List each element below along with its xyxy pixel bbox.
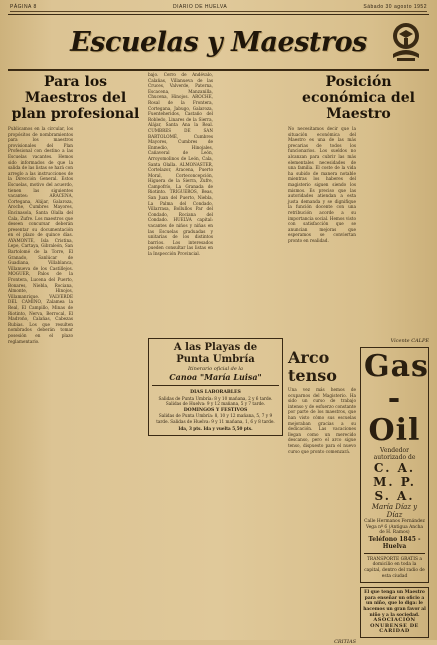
charity-promo-box bbox=[360, 587, 429, 638]
gasoil-address: Calle Hermanos Fernández Vega nº 6 (Antigua Ancha de H. Ramos) bbox=[364, 519, 425, 536]
boat-name: Canoa "María Luisa" bbox=[169, 372, 262, 382]
gasoil-title: Gas - Oil bbox=[364, 349, 429, 448]
promo-text: El que tenga un Maestro para enseñar un oficio a un niño, que lo diga: le hacemos un gran favor al niño y a la sociedad. bbox=[363, 590, 426, 618]
fare-text: Ida, 3 pts. Ida y vuelta 5,50 pts. bbox=[178, 426, 253, 431]
article-headline-plan-profesional: Para los Maestros del plan profesional bbox=[11, 74, 140, 122]
gasoil-dealer: María Díaz y Díaz bbox=[371, 503, 418, 519]
article-body-posicion-economica: No necesitamos decir que la situación económica del Maestro es una de las más precarias de todos los funcionarios. Los sueldos no alcanzan para cubrir las más elementales necesidades de una familia. El coste de la vida ha subido de manera notable mientras los haberes del magisterio siguen siendo los mismos. Es preciso que las autoridades atiendan a esta justa demanda y se dignifique la función docente con una retribución acorde a su importancia social. Hemos visto con satisfacción que se anuncian mejoras que esperamos se conviertan pronto en realidad. bbox=[288, 126, 356, 243]
article-headline-posicion-economica: Posición económica del Maestro bbox=[302, 74, 415, 122]
article-column-1 bbox=[8, 72, 143, 636]
page-header-bar bbox=[10, 3, 427, 12]
article-column-2 bbox=[148, 72, 283, 636]
article-body-plan-profesional: Publicamos en la circular, los propósitos de nombramientos para los maestros provisionales del Plan Profesional con destino a las Escuelas vacantes. Hemos sido informados de que la salida de las listas se hará con arreglo a las instrucciones de la Dirección General. Estos Escuelas, motivo del acuerdo, tienen las siguientes vacantes: ARACENA, Cortegana, Alájar, Galaroza, Aroche, Cumbres Mayores, Encinasola, Santa Olalla del Cala, Zufre. Los maestros que deseen concursar deberán presentar su documentación en el plazo de quince días. AYAMONTE, Isla Cristina, Lepe, Cartaya, Gibraleón, San Bartolomé de la Torre, El Granado, Sanlúcar de Guadiana, Villablanca, Villanueva de los Castillejos. MOGUER, Palos de la Frontera, Lucena del Puerto, Bonares, Niebla, Rociana, Almonte, Hinojos, Villamanrique. VALVERDE DEL CAMINO, Zalamea la Real, El Campillo, Minas de Riotinto, Nerva, Berrocal, El Madroño, Calañas, Cabezas Rubias. Los que resulten nombrados deberán tomar posesión en el plazo reglamentario. bbox=[8, 126, 73, 344]
issue-date: Sábado 30 agosto 1952 bbox=[363, 4, 427, 10]
gasoil-ad bbox=[360, 347, 429, 583]
page-label: PÁGINA 8 bbox=[10, 4, 37, 10]
divider bbox=[364, 553, 425, 554]
holiday-label: DOMINGOS Y FESTIVOS bbox=[183, 407, 248, 413]
arco-headline: Arco tenso bbox=[288, 348, 337, 385]
gasoil-seller-label: Vendedor autorizado de bbox=[373, 447, 416, 461]
school-emblem-icon bbox=[387, 20, 425, 64]
gasoil-transport: TRANSPORTE GRATIS a domicilio en toda la capital, dentro del radio de esta ciudad bbox=[364, 556, 425, 579]
section-banner bbox=[8, 14, 429, 71]
holiday-schedule: Salidas de Punta Umbría: 8, 10 y 12 mañana, 5, 7 y 9 tarde. Salidas de Huelva: 9 y 11 mañana, 1, 6 y 8 tarde. bbox=[156, 413, 275, 424]
gasoil-brand: C. A. M. P. S. A. bbox=[373, 461, 416, 503]
divider bbox=[152, 385, 279, 386]
arco-signature: CRITIAS bbox=[334, 639, 356, 645]
weekday-label: DIAS LABORABLES bbox=[190, 390, 241, 395]
promo-organization: ASOCIACIÓN ONUBENSE DE CARIDAD bbox=[370, 617, 419, 635]
boat-title-line2: Punta Umbría bbox=[176, 354, 255, 365]
article-body-continued: bajo. Cerro de Andévalo, Calañas, Villanueva de las Cruces, Valverde, Paterna, Escacena, Manzanilla, Chucena, Hinojos. AROCHE, Rosal de la Frontera, Cortegana, Jabugo, Galaroza, Fuenteheridos, Castaño del Robledo, Linares de la Sierra, Alájar, Santa Ana la Real. CUMBRES DE SAN BARTOLOMÉ, Cumbres Mayores, Cumbres de Enmedio, Hinojales, Cañaveral de León, Arroyomolinos de León, Cala, Santa Olalla. ALMONASTER, Cortelazor, Aracena, Puerto Moral, Corteconcepción, Higuera de la Sierra, Zufre, Campofrío, La Granada de Riotinto. TRIGUEROS, Beas, San Juan del Puerto, Niebla, La Palma del Condado, Villarrasa, Bollullos Par del Condado, Rociana del Condado. HUELVA capital: vacantes de niños y niñas en las Escuelas graduadas y unitarias de los distintos barrios. Los interesados pueden consultar las listas en la Inspección Provincial. bbox=[148, 72, 213, 256]
boat-schedule-ad bbox=[148, 338, 283, 436]
weekday-schedule: Salidas de Punta Umbría: 8 y 10 mañana, 2 y 6 tarde. Salidas de Huelva: 9 y 12 mañana, 5 y 7 tarde. bbox=[158, 395, 273, 406]
boat-subtitle: Itinerario oficial de la bbox=[188, 366, 243, 372]
arco-tenso-article bbox=[288, 347, 356, 645]
article-column-3 bbox=[288, 72, 429, 645]
newspaper-name: DIARIO DE HUELVA bbox=[172, 4, 228, 10]
article-signature: Vicente CALPE bbox=[390, 338, 429, 344]
section-title: Escuelas y Maestros bbox=[70, 26, 367, 58]
gasoil-phone: Teléfono 1845 - Huelva bbox=[368, 535, 421, 550]
boat-title-line1: A las Playas de bbox=[173, 342, 258, 353]
arco-body: Una vez más hemos de ocuparnos del Magisterio. Ha sido un curso de trabajo intenso y de esfuerzo constante por parte de los maestros, que han visto cómo sus escuelas mejoraban gracias a su dedicación. Las vacaciones llegan como un merecido descanso, pero el arco sigue tenso, dispuesto para el nuevo curso que pronto comenzará. bbox=[288, 387, 356, 454]
